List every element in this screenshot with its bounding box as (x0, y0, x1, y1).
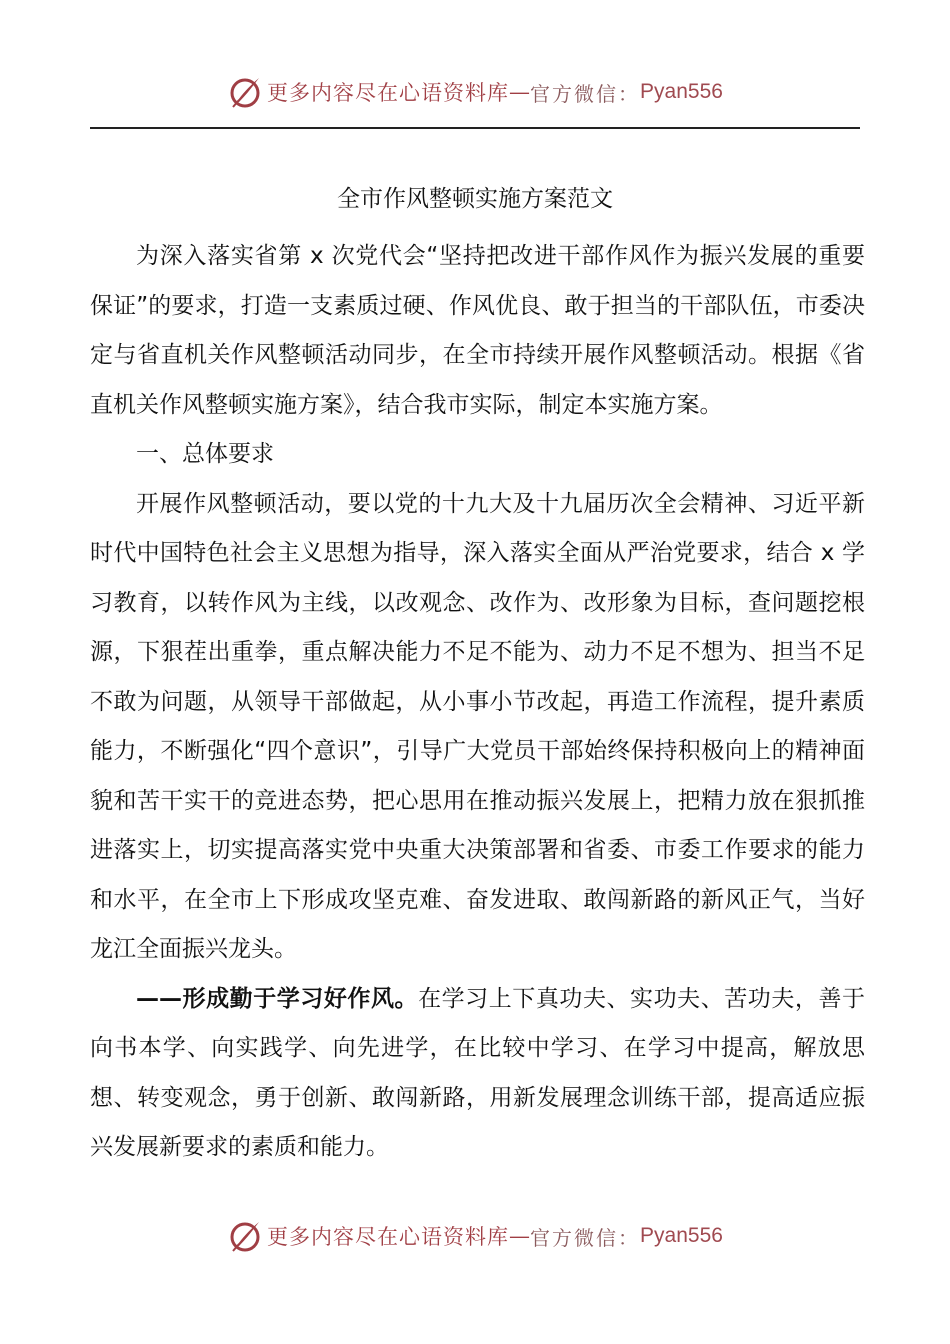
paragraph-learning-style (90, 975, 865, 1173)
footer-wechat-id: Pyan556 (640, 1224, 723, 1247)
footer-contact-label: 官方微信： (530, 1225, 641, 1250)
quill-logo-icon (227, 1218, 263, 1254)
section-heading: 一、总体要求 (136, 441, 274, 467)
header-brand-text: 更多内容尽在心语资料库 (267, 81, 510, 105)
document-title: 全市作风整顿实施方案范文 (337, 186, 613, 212)
footer-brand-text: 更多内容尽在心语资料库 (267, 1225, 510, 1249)
header-wechat-id: Pyan556 (640, 80, 723, 103)
header-divider (90, 127, 860, 129)
document-body (90, 232, 865, 1173)
paragraph-general-requirements: 开展作风整顿活动，要以党的十九大及十九届历次全会精神、习近平新时代中国特色社会主义思想为指导，深入落实全面从严治党要求，结合 x 学习教育，以转作风为主线，以改观念、改作为、改形象为目标，查问题挖根源，下狠茬出重拳，重点解决能力不足不能为、动力不足不想为、担当不足不敢为问题，从领导干部做起，从小事小节改起，再造工作流程，提升素质能力，不断强化“四个意识”，引导广大党员干部始终保持积极向上的精神面貌和苦干实干的竞进态势，把心思用在推动振兴发展上，把精力放在狠抓推进落实上，切实提高落实党中央重大决策部署和省委、市委工作要求的能力和水平，在全市上下形成攻坚克难、奋发进取、敢闯新路的新风正气，当好龙江全面振兴龙头。 (90, 490, 865, 962)
header-banner (0, 72, 950, 112)
paragraph-intro: 为深入落实省第 x 次党代会“坚持把改进干部作风作为振兴发展的重要保证”的要求，打造一支素质过硬、作风优良、敢于担当的干部队伍，市委决定与省直机关作风整顿活动同步，在全市持续开展作风整顿活动。根据《省直机关作风整顿实施方案》，结合我市实际，制定本实施方案。 (90, 243, 865, 418)
paragraph-learning-text: 在学习上下真功夫、实功夫、苦功夫，善于向书本学、向实践学、向先进学，在比较中学习、在学习中提高，解放思想、转变观念，勇于创新、敢闯新路，用新发展理念训练干部，提高适应振兴发展新要求的素质和能力。 (90, 985, 866, 1160)
header-dash: — (509, 80, 531, 104)
paragraph-bold-lead: ——形成勤于学习好作风。 (136, 985, 419, 1012)
header-contact-label: 官方微信： (530, 81, 641, 106)
quill-logo-icon (227, 74, 263, 110)
footer-dash: — (509, 1224, 531, 1248)
footer-banner (0, 1216, 950, 1256)
